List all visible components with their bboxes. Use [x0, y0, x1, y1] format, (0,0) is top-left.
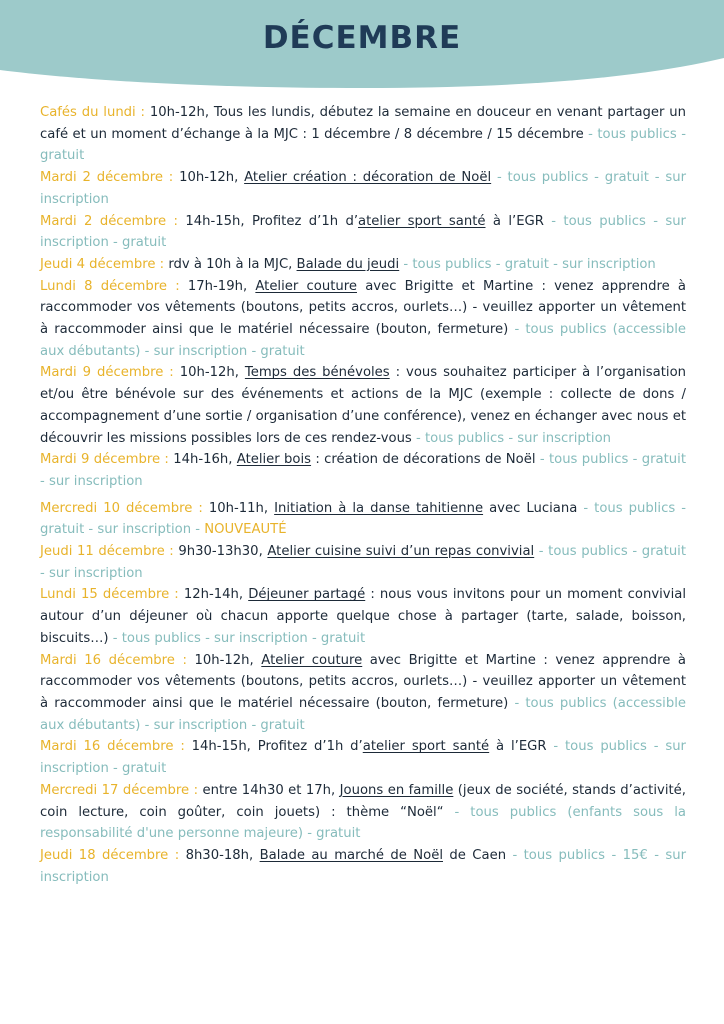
event-info: - tous publics - gratuit - sur inscription — [399, 256, 656, 272]
new-badge: NOUVEAUTÉ — [204, 522, 287, 538]
event-entry — [40, 276, 686, 363]
event-details-suffix: : création de décorations de Noël — [311, 452, 536, 468]
event-date: Mardi 9 décembre : — [40, 452, 174, 468]
event-entry — [40, 102, 686, 167]
event-details-suffix: : vous souhaitez participer à l’organisation et/ou être bénévole sur des événements et actions de la MJC (exemple : collecte de dons / accompagnement d’une sortie / organisation d’une conférence), venez en échanger avec nous et découvrir les missions possibles lors de ces rendez-vous — [40, 365, 687, 446]
event-entry — [40, 498, 686, 541]
event-date: Lundi 8 décembre : — [40, 278, 188, 294]
event-details-suffix: avec Brigitte et Martine : venez apprendre à raccommoder vos vêtements (boutons, petits accros, ourlets…) - veuillez apporter un vêtement à raccommoder ainsi que le matériel nécessaire (bouton, fermeture) — [40, 652, 686, 711]
activity-name: Atelier couture — [261, 652, 363, 668]
event-details-suffix: à l’EGR — [485, 213, 544, 229]
event-details: 10h-12h, — [179, 365, 245, 381]
activity-name: Initiation à la danse tahitienne — [274, 500, 484, 516]
event-date: Jeudi 11 décembre : — [40, 544, 179, 560]
event-date: Jeudi 18 décembre : — [40, 847, 186, 863]
event-date: Mardi 16 décembre : — [40, 652, 195, 668]
event-details-suffix: (jeux de société, stands d’activité, coin lecture, coin goûter, coin jouets) : thème “Noël“ — [40, 782, 686, 820]
event-details: 14h-15h, Profitez d’1h d’ — [191, 739, 363, 755]
event-details: 10h-12h, Tous les lundis, débutez la semaine en douceur en venant partager un café et un moment d’échange à la MJC : 1 décembre / 8 décembre / 15 décembre — [40, 105, 686, 142]
event-details-suffix: avec Brigitte et Martine : venez apprendre à raccommoder vos vêtements (boutons, petits accros, ourlets…) - veuillez apporter un vêtement à raccommoder ainsi que le matériel nécessaire (bouton, fermeture) — [40, 278, 686, 338]
event-info: - tous publics - sur inscription - gratuit — [108, 630, 366, 646]
event-info: - tous publics - 15€ - sur inscription — [40, 847, 687, 885]
event-details: 12h-14h, — [183, 587, 249, 603]
event-details: rdv à 10h à la MJC, — [168, 256, 297, 272]
event-details: entre 14h30 et 17h, — [202, 782, 340, 798]
event-details: 8h30-18h, — [185, 847, 260, 863]
event-info: - tous publics - gratuit - sur inscription — [40, 170, 686, 207]
event-entry — [40, 736, 686, 779]
page-title: DÉCEMBRE — [262, 20, 462, 56]
event-info: - tous publics - gratuit — [40, 126, 686, 164]
activity-name: atelier sport santé — [358, 213, 486, 229]
event-date: Mercredi 10 décembre : — [40, 500, 209, 516]
event-info: - tous publics - sur inscription - gratuit — [40, 213, 686, 251]
activity-name: atelier sport santé — [362, 739, 490, 755]
activity-name: Atelier couture — [255, 278, 357, 294]
event-date: Cafés du lundi : — [40, 105, 150, 120]
event-info: - tous publics - sur inscription - gratuit — [40, 739, 686, 777]
event-entry — [40, 780, 686, 845]
event-details: 17h-19h, — [187, 278, 256, 294]
event-info: - tous publics (accessible aux débutants) - sur inscription - gratuit — [40, 695, 686, 733]
event-info: - tous publics - gratuit - sur inscription — [40, 544, 687, 581]
event-details: 14h-15h, Profitez d’1h d’ — [185, 213, 359, 229]
event-details-suffix: avec Luciana — [483, 500, 578, 516]
activity-name: Atelier création : décoration de Noël — [244, 170, 492, 186]
event-date: Lundi 15 décembre : — [40, 587, 184, 603]
event-date: Mardi 2 décembre : — [40, 170, 180, 186]
event-details: 9h30-13h30, — [178, 544, 268, 560]
event-entry — [40, 362, 686, 449]
event-details: 10h-12h, — [179, 170, 245, 186]
event-list — [40, 102, 686, 888]
event-date: Mercredi 17 décembre : — [40, 782, 203, 798]
event-date: Mardi 9 décembre : — [40, 365, 180, 381]
event-entry — [40, 650, 686, 737]
activity-name: Atelier bois — [236, 452, 312, 468]
event-details: 10h-11h, — [208, 500, 275, 516]
event-details-suffix: : nous vous invitons pour un moment convivial autour d’un déjeuner où chacun apporte quelque chose à partager (tarte, salade, boisson, biscuits…) — [40, 587, 686, 646]
event-entry — [40, 167, 686, 210]
event-entry — [40, 845, 686, 888]
event-details: 10h-12h, — [194, 652, 262, 668]
event-info: - tous publics - sur inscription — [411, 430, 612, 446]
event-entry — [40, 254, 686, 276]
activity-name: Atelier cuisine suivi d’un repas convivial — [267, 544, 535, 560]
event-date: Mardi 16 décembre : — [40, 739, 192, 755]
event-date: Jeudi 4 décembre : — [40, 256, 169, 272]
event-info: - tous publics (enfants sous la responsabilité d'une personne majeure) - gratuit — [40, 804, 686, 842]
activity-name: Balade au marché de Noël — [259, 847, 443, 863]
event-info: - tous publics (accessible aux débutants) - sur inscription - gratuit — [40, 322, 686, 359]
event-details: 14h-16h, — [173, 452, 237, 468]
event-details-suffix: de Caen — [443, 847, 507, 863]
event-entry — [40, 541, 686, 584]
event-details-suffix: à l’EGR — [489, 739, 547, 755]
activity-name: Jouons en famille — [339, 782, 454, 798]
event-info: - tous publics - gratuit - sur inscription - — [40, 500, 687, 538]
event-entry — [40, 584, 686, 649]
event-entry — [40, 211, 686, 254]
event-entry — [40, 449, 686, 492]
activity-name: Déjeuner partagé — [248, 587, 366, 603]
event-date: Mardi 2 décembre : — [40, 213, 186, 229]
event-info: - tous publics - gratuit - sur inscription — [40, 452, 687, 489]
activity-name: Temps des bénévoles — [244, 365, 390, 381]
activity-name: Balade du jeudi — [296, 256, 400, 272]
